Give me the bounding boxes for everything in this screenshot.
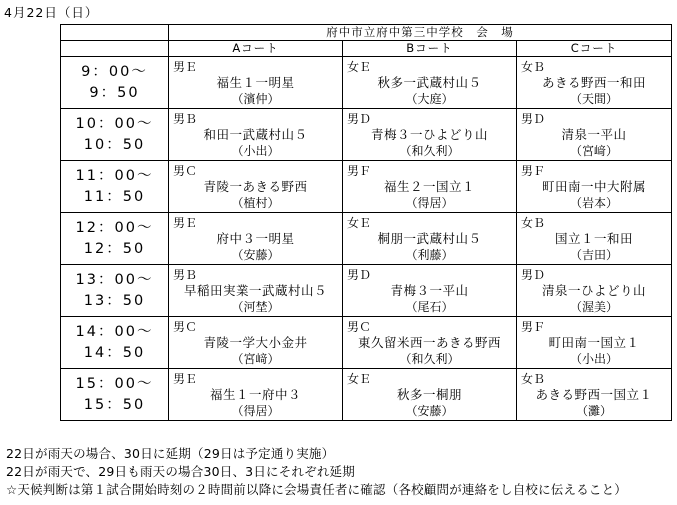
note-line: 22日が雨天で、29日も雨天の場合30日、3日にそれぞれ延期 <box>6 464 355 479</box>
match-teams: 福生２一国立１ <box>383 179 475 194</box>
match-teams: 秋多一桐朋 <box>396 387 462 402</box>
time-cell <box>61 369 169 421</box>
referee-name: （吉田） <box>570 248 619 262</box>
division-label: 男Ｄ <box>347 112 372 126</box>
match-cell <box>169 317 343 369</box>
match-cell <box>343 57 517 109</box>
match-cell <box>517 317 672 369</box>
start-time: 11：00～ <box>75 167 154 184</box>
start-time: 13：00～ <box>75 271 154 288</box>
division-label: 男Ｆ <box>347 164 372 178</box>
division-label: 男Ｄ <box>521 112 546 126</box>
end-time: 12：50 <box>83 240 146 257</box>
match-teams: あきる野西一国立１ <box>535 387 653 402</box>
time-cell <box>61 213 169 265</box>
time-cell <box>61 317 169 369</box>
note-line: 22日が雨天の場合、30日に延期（29日は予定通り実施） <box>6 446 335 461</box>
division-label: 女Ｅ <box>347 60 372 74</box>
match-cell <box>169 213 343 265</box>
timeslot-row <box>61 161 672 213</box>
match-cell <box>169 109 343 161</box>
match-teams: 町田南一中大附属 <box>542 179 647 194</box>
match-teams: 秋多一武蔵村山５ <box>377 75 482 90</box>
division-label: 男Ｃ <box>347 320 372 334</box>
time-cell <box>61 57 169 109</box>
match-cell <box>343 213 517 265</box>
start-time: 9：00～ <box>81 63 148 80</box>
match-teams: 青梅３一平山 <box>390 283 469 298</box>
division-label: 女Ｂ <box>521 60 546 74</box>
note-line: ☆天候判断は第１試合開始時刻の２時間前以降に会場責任者に確認（各校顧問が連絡をし自校に伝えること） <box>6 482 628 497</box>
match-cell <box>169 265 343 317</box>
timeslot-row <box>61 317 672 369</box>
end-time: 11：50 <box>83 188 146 205</box>
division-label: 男Ｂ <box>173 112 198 126</box>
referee-name: （天間） <box>570 92 619 106</box>
referee-name: （安藤） <box>231 248 280 262</box>
division-label: 男Ｅ <box>173 372 198 386</box>
end-time: 15：50 <box>83 396 146 413</box>
match-cell <box>517 109 672 161</box>
match-teams: 清泉一平山 <box>561 127 627 142</box>
corner-cell <box>61 25 169 41</box>
referee-name: （宮﨑） <box>231 352 280 366</box>
venue-name: 府中市立府中第三中学校 会 場 <box>169 25 672 41</box>
referee-name: （和久利） <box>399 352 460 366</box>
division-label: 男Ｃ <box>173 164 198 178</box>
match-cell <box>343 369 517 421</box>
match-teams: 国立１一和田 <box>555 231 634 246</box>
referee-name: （尾石） <box>405 300 454 314</box>
match-cell <box>517 57 672 109</box>
division-label: 男Ｅ <box>173 216 198 230</box>
match-cell <box>169 369 343 421</box>
referee-name: （灘） <box>576 404 613 418</box>
division-label: 女Ｅ <box>347 372 372 386</box>
match-teams: 青梅３一ひよどり山 <box>370 127 488 142</box>
match-teams: 清泉一ひよどり山 <box>542 283 647 298</box>
court-header-row <box>61 41 672 57</box>
time-cell <box>61 265 169 317</box>
timeslot-row <box>61 109 672 161</box>
division-label: 男Ｄ <box>347 268 372 282</box>
referee-name: （安藤） <box>405 404 454 418</box>
referee-name: （植村） <box>231 196 280 210</box>
division-label: 男Ｆ <box>521 320 546 334</box>
match-teams: 早稲田実業一武蔵村山５ <box>183 283 327 298</box>
start-time: 15：00～ <box>75 375 154 392</box>
division-label: 男Ｃ <box>173 320 198 334</box>
match-cell <box>517 161 672 213</box>
match-teams: 和田一武蔵村山５ <box>203 127 308 142</box>
start-time: 12：00～ <box>75 219 154 236</box>
match-cell <box>343 161 517 213</box>
court-c-header: Cコート <box>517 41 672 57</box>
division-label: 男Ｆ <box>521 164 546 178</box>
match-teams: あきる野西一和田 <box>542 75 647 90</box>
match-teams: 町田南一国立１ <box>548 335 640 350</box>
division-label: 女Ｂ <box>521 372 546 386</box>
match-cell <box>517 265 672 317</box>
court-a-header: Aコート <box>169 41 343 57</box>
division-label: 男Ｂ <box>173 268 198 282</box>
end-time: 13：50 <box>83 292 146 309</box>
match-teams: 福生１一明星 <box>216 75 295 90</box>
match-teams: 青陵一あきる野西 <box>203 179 308 194</box>
end-time: 10：50 <box>83 136 146 153</box>
match-cell <box>343 265 517 317</box>
match-teams: 桐朋一武蔵村山５ <box>377 231 482 246</box>
timeslot-row <box>61 369 672 421</box>
match-cell <box>169 57 343 109</box>
referee-name: （得居） <box>405 196 454 210</box>
match-teams: 東久留米西一あきる野西 <box>357 335 501 350</box>
notes <box>6 445 627 499</box>
referee-name: （得居） <box>231 404 280 418</box>
referee-name: （河埜） <box>231 300 280 314</box>
time-cell <box>61 161 169 213</box>
match-teams: 福生１一府中３ <box>209 387 301 402</box>
time-cell <box>61 109 169 161</box>
referee-name: （渥美） <box>570 300 619 314</box>
referee-name: （大庭） <box>405 92 454 106</box>
venue-header-row <box>61 25 672 41</box>
end-time: 14：50 <box>83 344 146 361</box>
referee-name: （宮﨑） <box>570 144 619 158</box>
timeslot-row <box>61 265 672 317</box>
referee-name: （小出） <box>231 144 280 158</box>
corner-cell <box>61 41 169 57</box>
match-cell <box>169 161 343 213</box>
match-cell <box>343 317 517 369</box>
match-cell <box>343 109 517 161</box>
match-teams: 府中３一明星 <box>216 231 295 246</box>
division-label: 女Ｅ <box>347 216 372 230</box>
referee-name: （小出） <box>570 352 619 366</box>
end-time: 9：50 <box>89 84 140 101</box>
match-teams: 青陵一学大小金井 <box>203 335 308 350</box>
referee-name: （濱仲） <box>231 92 280 106</box>
date-heading: 4月22日（日） <box>4 5 99 20</box>
court-b-header: Bコート <box>343 41 517 57</box>
division-label: 女Ｂ <box>521 216 546 230</box>
start-time: 14：00～ <box>75 323 154 340</box>
referee-name: （岩本） <box>570 196 619 210</box>
schedule-table <box>60 24 672 421</box>
division-label: 男Ｄ <box>521 268 546 282</box>
division-label: 男Ｅ <box>173 60 198 74</box>
referee-name: （和久利） <box>399 144 460 158</box>
timeslot-row <box>61 57 672 109</box>
timeslot-row <box>61 213 672 265</box>
match-cell <box>517 213 672 265</box>
start-time: 10：00～ <box>75 115 154 132</box>
match-cell <box>517 369 672 421</box>
referee-name: （利藤） <box>405 248 454 262</box>
